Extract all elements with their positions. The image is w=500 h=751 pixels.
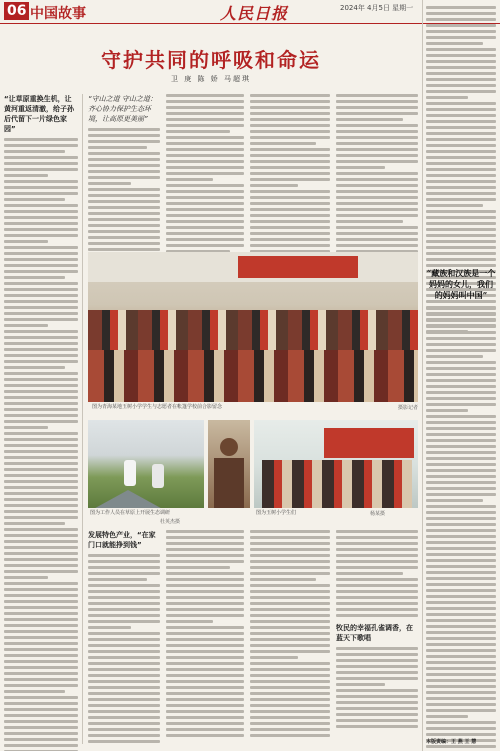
lower-col-3 [250,530,330,737]
right-box-headline: “藏族和汉族是一个妈妈的女儿，我们的妈妈叫中国” [426,268,496,300]
lower-col-1 [88,530,160,743]
right-box [426,268,496,751]
byline: 卫 庚 陈 娇 马超琪 [171,75,251,83]
page-headline: 守护共同的呼吸和命运 [101,48,321,72]
newspaper-logo: 人民日报 [220,4,289,23]
photo-grassland-credit: 杜英杰摄 [160,519,181,525]
masthead [0,0,500,24]
photo-grassland-caption: 图为工作人员在草原上开展生态调研 [90,510,171,516]
page-number: 06 [4,2,29,20]
left-column [4,94,78,751]
lower-col-2 [166,530,244,737]
photo-school-credit: 杨某摄 [370,511,386,517]
main-photo-credit: 摄影记者 [398,405,419,411]
section-head-herders: 牧民的幸福孔雀调香，在蓝天下歌唱 [336,624,413,642]
main-group-photo [88,252,418,402]
section-name: 中国故事 [30,6,86,22]
photo-grassland [88,420,204,508]
page-editor-credit: 本版责编：王 燕 王 慧 [426,739,477,745]
section-head-develop: 发展特色产业，“在家门口就能挣到钱” [88,531,156,549]
photo-school [254,420,418,508]
intro-quote: “守山之道 守山之道：齐心协力保护生态环境，让高原更美丽” [88,95,157,123]
column-divider [82,94,83,744]
photo-school-caption: 图为玉树小学生们 [256,510,297,516]
right-column-divider [422,0,423,751]
lower-col-4 [336,530,418,728]
photo-child [208,420,250,508]
left-col-quote-head: “让草原重换生机，让黄河重返清澈，给子孙后代留下一片绿色家园” [4,95,74,133]
publication-date: 2024年 4月5日 星期一 [340,4,414,12]
main-photo-caption: 图为青海某地玉树小学学生与志愿者在帐篷学校前合影留念 [92,404,223,410]
